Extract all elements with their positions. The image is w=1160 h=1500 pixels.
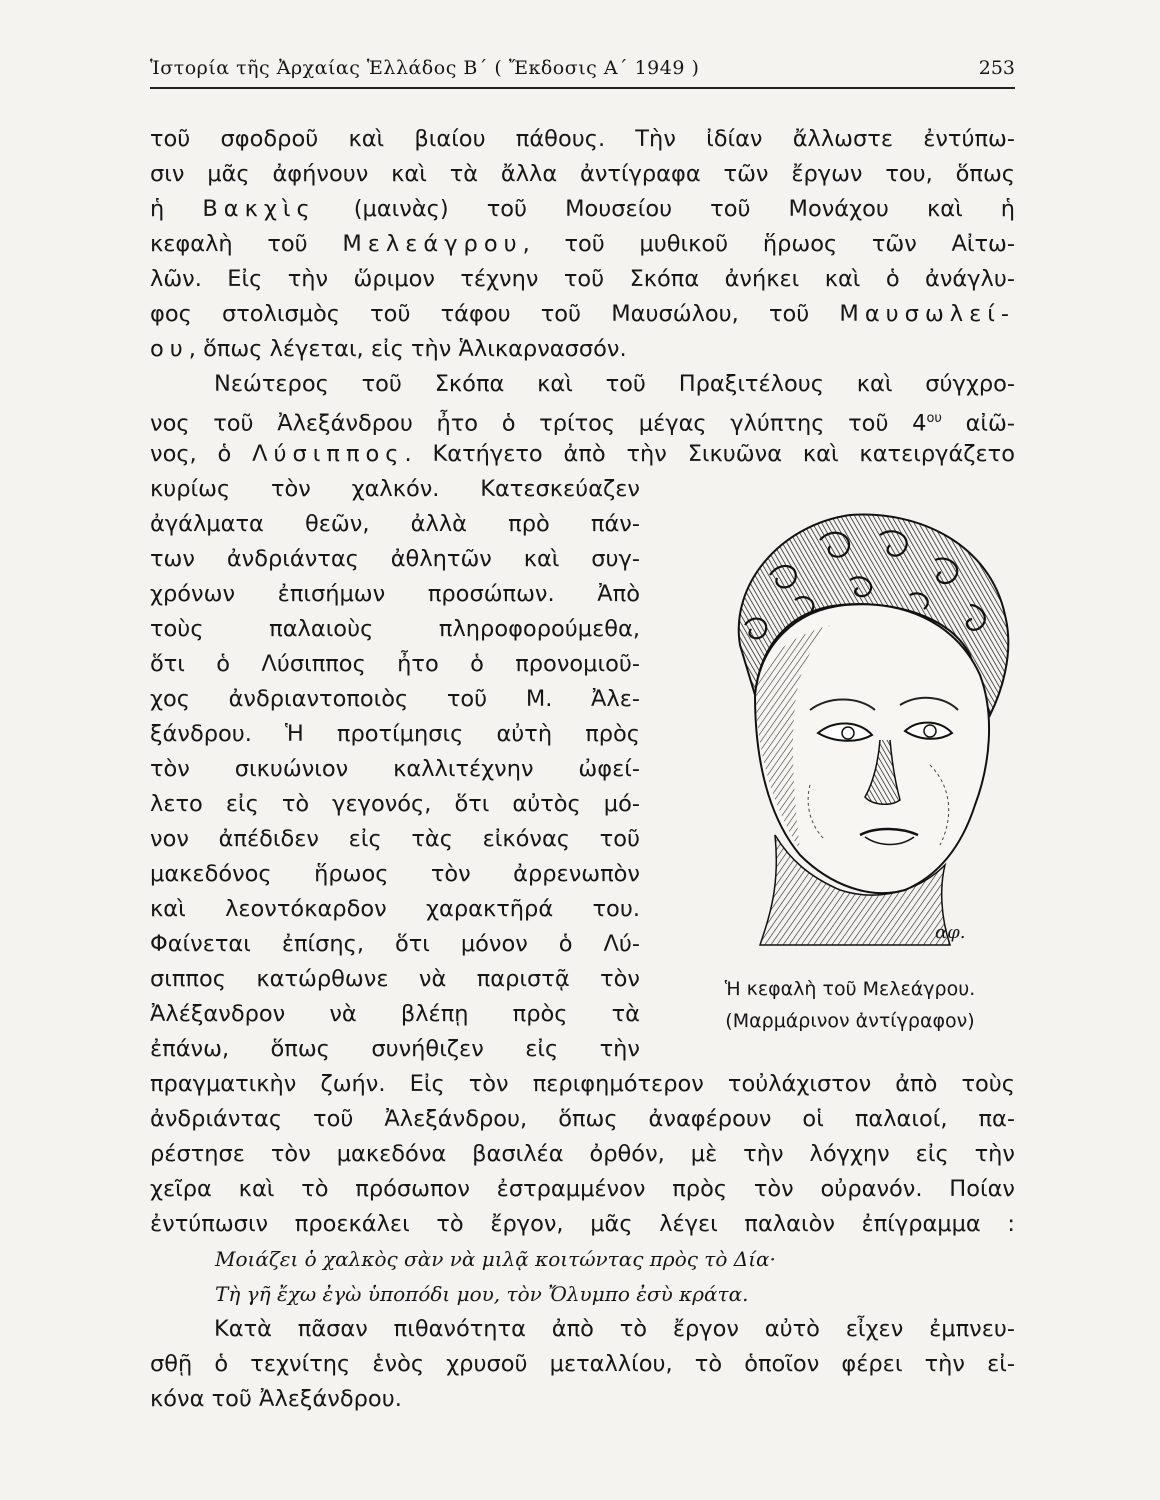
- text-line: ρέστησε τὸν μακεδόνα βασιλέα ὀρθόν, μὲ τὴν λόγχην εἰς τὴν: [150, 1141, 1015, 1167]
- column-line: Ἀλέξανδρον νὰ βλέπῃ πρὸς τὰ: [150, 1001, 640, 1027]
- column-line: ξάνδρου. Ἡ προτίμησις αὐτὴ πρὸς: [150, 721, 640, 747]
- artist-signature: αφ.: [935, 922, 966, 943]
- header-title: Ἱστορία τῆς Ἀρχαίας Ἑλλάδος Β΄ ( Ἔκδοσις Α΄ 1949 ): [150, 57, 700, 79]
- text-line: νος τοῦ Ἀλεξάνδρου ἦτο ὁ τρίτος μέγας γλύπτης τοῦ $4^{o\upsilon}$ αἰῶ-: [150, 410, 1016, 437]
- column-line: σιππος κατώρθωνε νὰ παριστᾷ τὸν: [150, 966, 640, 992]
- text-line: χεῖρα καὶ τὸ πρόσωπον ἐστραμμένον πρὸς τὸν οὐρανόν. Ποίαν: [150, 1176, 1015, 1202]
- text-line: κεφαλὴ τοῦ Μελεάγρου, τοῦ μυθικοῦ ἥρωος τῶν Αἰτω-: [150, 231, 1016, 257]
- column-line: κυρίως τὸν χαλκόν. Κατεσκεύαζεν: [150, 476, 640, 502]
- spaced-name: Βακχὶς: [202, 196, 316, 222]
- text-line: ἡ Βακχὶς (μαινὰς) τοῦ Μουσείου τοῦ Μονάχου καὶ ἡ: [150, 196, 1015, 222]
- spaced-name: Λύσιππος: [252, 441, 405, 467]
- column-line: καὶ λεοντόκαρδον χαρακτῆρά του.: [150, 896, 640, 922]
- column-line: χρόνων ἐπισήμων προσώπων. Ἀπὸ: [150, 581, 640, 607]
- text-line: πραγματικὴν ζωήν. Εἰς τὸν περιφημότερον τοὐλάχιστον ἀπὸ τοὺς: [150, 1071, 1015, 1097]
- column-line: ἀγάλματα θεῶν, ἀλλὰ πρὸ πάν-: [150, 511, 640, 537]
- text-line: τοῦ σφοδροῦ καὶ βιαίου πάθους. Τὴν ἰδίαν ἄλλωστε ἐντύπω-: [150, 126, 1015, 152]
- epigram-line: Μοιάζει ὁ χαλκὸς σὰν νὰ μιλᾷ κοιτώντας πρὸς τὸ Δία·: [215, 1247, 776, 1271]
- epigram-line: Τὴ γῆ ἔχω ἐγὼ ὑποπόδι μου, τὸν Ὄλυμπο ἐσὺ κράτα.: [215, 1282, 749, 1306]
- meleager-head-illustration: [700, 505, 1020, 965]
- column-line: νον ἀπέδιδεν εἰς τὰς εἰκόνας τοῦ: [150, 826, 640, 852]
- text-line: νος, ὁ Λύσιππος. Κατήγετο ἀπὸ τὴν Σικυῶνα καὶ κατειργάζετο: [150, 441, 1015, 467]
- spaced-name: Μαυσωλεί-: [839, 301, 1015, 327]
- running-header: [150, 55, 1015, 89]
- text-line: κόνα τοῦ Ἀλεξάνδρου.: [150, 1386, 402, 1412]
- column-line: μακεδόνος ἥρωος τὸν ἀρρενωπὸν: [150, 861, 640, 887]
- text-line: Νεώτερος τοῦ Σκόπα καὶ τοῦ Πραξιτέλους καὶ σύγχρο-: [214, 371, 1015, 397]
- column-line: τὸν σικυώνιον καλλιτέχνην ὠφεί-: [150, 756, 640, 782]
- column-line: των ἀνδριάντας ἀθλητῶν καὶ συγ-: [150, 546, 640, 572]
- spaced-name: ου: [150, 336, 189, 362]
- spaced-name: Μελεάγρου: [342, 231, 523, 257]
- text-line: λῶν. Εἰς τὴν ὥριμον τέχνην τοῦ Σκόπα ἀνήκει καὶ ὁ ἀνάγλυ-: [150, 266, 1015, 292]
- column-line: τοὺς παλαιοὺς πληροφορούμεθα,: [150, 616, 640, 642]
- text-line: ου, ὅπως λέγεται, εἰς τὴν Ἁλικαρνασσόν.: [150, 336, 627, 362]
- column-line: λετο εἰς τὸ γεγονός, ὅτι αὐτὸς μό-: [150, 791, 640, 817]
- text-line: φος στολισμὸς τοῦ τάφου τοῦ Μαυσώλου, τοῦ Μαυσωλεί-: [150, 301, 1015, 327]
- text-line: σιν μᾶς ἀφήνουν καὶ τὰ ἄλλα ἀντίγραφα τῶν ἔργων του, ὅπως: [150, 161, 1015, 187]
- text-line: ἀνδριάντας τοῦ Ἀλεξάνδρου, ὅπως ἀναφέρουν οἱ παλαιοί, πα-: [150, 1106, 1015, 1132]
- figure-caption-title: Ἡ κεφαλὴ τοῦ Μελεάγρου.: [724, 978, 976, 1000]
- column-line: Φαίνεται ἐπίσης, ὅτι μόνον ὁ Λύ-: [150, 931, 640, 957]
- figure-caption-subtitle: (Μαρμάρινον ἀντίγραφον): [725, 1010, 975, 1032]
- column-line: ἐπάνω, ὅπως συνήθιζεν εἰς τὴν: [150, 1036, 640, 1062]
- column-line: ὅτι ὁ Λύσιππος ἦτο ὁ προνομιοῦ-: [150, 651, 640, 677]
- page-number: 253: [978, 57, 1015, 79]
- text-line: σθῇ ὁ τεχνίτης ἑνὸς χρυσοῦ μεταλλίου, τὸ ὁποῖον φέρει τὴν εἰ-: [150, 1351, 1015, 1377]
- text-line: ἐντύπωσιν προεκάλει τὸ ἔργον, μᾶς λέγει παλαιὸν ἐπίγραμμα :: [150, 1211, 1015, 1237]
- column-line: χος ἀνδριαντοποιὸς τοῦ Μ. Ἀλε-: [150, 686, 640, 712]
- text-line: Κατὰ πᾶσαν πιθανότητα ἀπὸ τὸ ἔργον αὐτὸ εἶχεν ἐμπνευ-: [214, 1316, 1015, 1342]
